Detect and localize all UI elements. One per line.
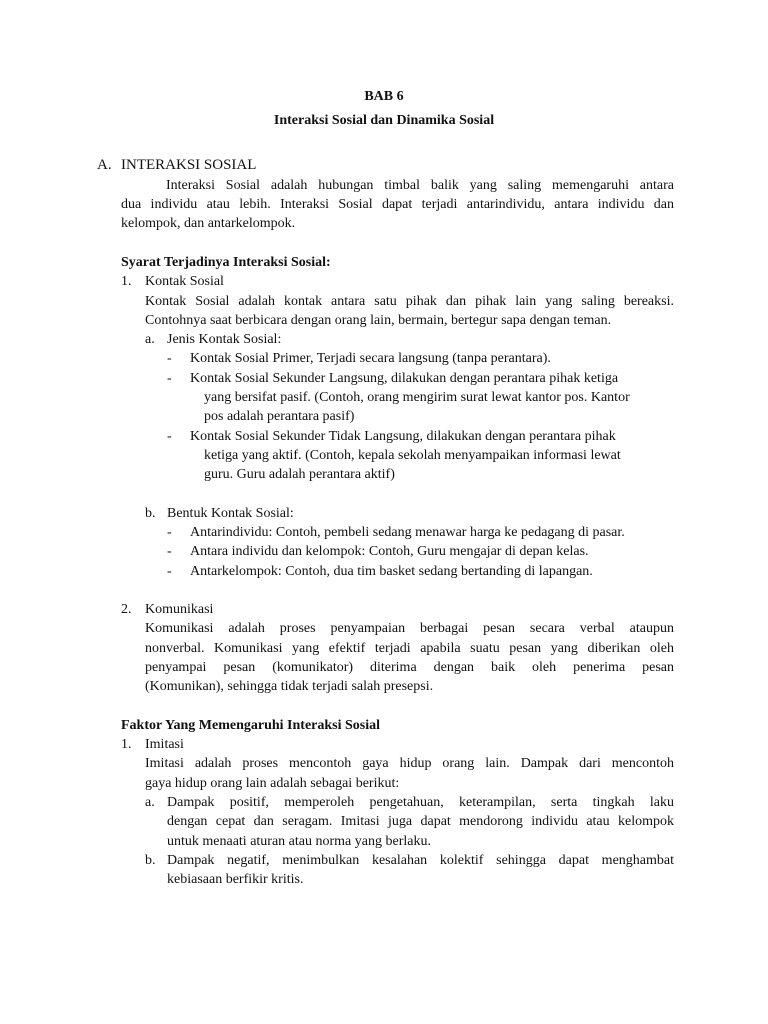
- syarat-item2-marker: 2.: [121, 602, 132, 617]
- jenis-bullet-3-line-3: guru. Guru adalah perantara aktif): [204, 467, 395, 482]
- dampak-a-marker: a.: [145, 795, 155, 810]
- dampak-b-line-1: Dampak negatif, menimbulkan kesalahan kolektif sehingga dapat menghambat: [167, 853, 674, 868]
- bullet-dash: -: [167, 371, 172, 386]
- intro-line-1: Interaksi Sosial adalah hubungan timbal balik yang saling memengaruhi antara: [166, 178, 674, 193]
- dampak-a-line-3: untuk menaati aturan atau norma yang berlaku.: [167, 834, 431, 849]
- bullet-dash: -: [167, 351, 172, 366]
- bentuk-title: Bentuk Kontak Sosial:: [167, 506, 294, 521]
- dampak-b-line-2: kebiasaan berfikir kritis.: [167, 872, 304, 887]
- komunikasi-line-3: penyampai pesan (komunikator) diterima dengan baik oleh penerima pesan: [145, 660, 674, 675]
- jenis-bullet-1-line-1: Kontak Sosial Primer, Terjadi secara langsung (tanpa perantara).: [190, 351, 551, 366]
- bentuk-bullet-2: Antara individu dan kelompok: Contoh, Guru mengajar di depan kelas.: [190, 544, 589, 559]
- bullet-dash: -: [167, 429, 172, 444]
- syarat-item1-title: Kontak Sosial: [145, 274, 224, 289]
- chapter-number: BAB 6: [364, 89, 404, 104]
- dampak-b-marker: b.: [145, 853, 156, 868]
- syarat-item2-title: Komunikasi: [145, 602, 214, 617]
- jenis-bullet-2-line-3: pos adalah perantara pasif): [204, 409, 355, 424]
- jenis-bullet-2-line-2: yang bersifat pasif. (Contoh, orang mengirim surat lewat kantor pos. Kantor: [204, 390, 630, 405]
- kontak-desc-line-1: Kontak Sosial adalah kontak antara satu pihak dan pihak lain yang saling bereaksi.: [145, 294, 674, 309]
- bentuk-bullet-3: Antarkelompok: Contoh, dua tim basket sedang bertanding di lapangan.: [190, 564, 593, 579]
- intro-line-2: dua individu atau lebih. Interaksi Sosial dapat terjadi antarindividu, antara individu dan: [121, 197, 674, 212]
- bullet-dash: -: [167, 525, 172, 540]
- dampak-a-line-2: dengan cepat dan seragam. Imitasi juga dapat mendorong individu atau kelompok: [167, 814, 674, 829]
- syarat-item1-marker: 1.: [121, 274, 132, 289]
- jenis-bullet-3-line-2: ketiga yang aktif. (Contoh, kepala sekolah menyampaikan informasi lewat: [204, 448, 621, 463]
- jenis-marker: a.: [145, 332, 155, 347]
- jenis-bullet-3-line-1: Kontak Sosial Sekunder Tidak Langsung, dilakukan dengan perantara pihak: [190, 429, 616, 444]
- intro-line-3: kelompok, dan antarkelompok.: [121, 216, 296, 231]
- komunikasi-line-1: Komunikasi adalah proses penyampaian berbagai pesan secara verbal ataupun: [145, 621, 674, 636]
- imitasi-line-1: Imitasi adalah proses mencontoh gaya hidup orang lain. Dampak dari mencontoh: [145, 756, 674, 771]
- faktor-item1-marker: 1.: [121, 737, 132, 752]
- imitasi-line-2: gaya hidup orang lain adalah sebagai berikut:: [145, 776, 400, 791]
- faktor-item1-title: Imitasi: [145, 737, 184, 752]
- section-a-marker: A.: [97, 157, 112, 173]
- komunikasi-line-4: (Komunikan), sehingga tidak terjadi salah presepsi.: [145, 679, 434, 694]
- chapter-title: Interaksi Sosial dan Dinamika Sosial: [273, 113, 495, 128]
- faktor-heading: Faktor Yang Memengaruhi Interaksi Sosial: [121, 718, 381, 733]
- bentuk-marker: b.: [145, 506, 156, 521]
- bullet-dash: -: [167, 564, 172, 579]
- dampak-a-line-1: Dampak positif, memperoleh pengetahuan, keterampilan, serta tingkah laku: [167, 795, 674, 810]
- komunikasi-line-2: nonverbal. Komunikasi yang efektif terjadi apabila suatu pesan yang diberikan oleh: [145, 641, 674, 656]
- bullet-dash: -: [167, 544, 172, 559]
- bentuk-bullet-1: Antarindividu: Contoh, pembeli sedang menawar harga ke pedagang di pasar.: [190, 525, 625, 540]
- kontak-desc-line-2: Contohnya saat berbicara dengan orang lain, bermain, bertegur sapa dengan teman.: [145, 313, 612, 328]
- section-a-title: INTERAKSI SOSIAL: [121, 157, 257, 173]
- jenis-bullet-2-line-1: Kontak Sosial Sekunder Langsung, dilakukan dengan perantara pihak ketiga: [190, 371, 619, 386]
- syarat-heading: Syarat Terjadinya Interaksi Sosial:: [121, 255, 331, 270]
- jenis-title: Jenis Kontak Sosial:: [167, 332, 282, 347]
